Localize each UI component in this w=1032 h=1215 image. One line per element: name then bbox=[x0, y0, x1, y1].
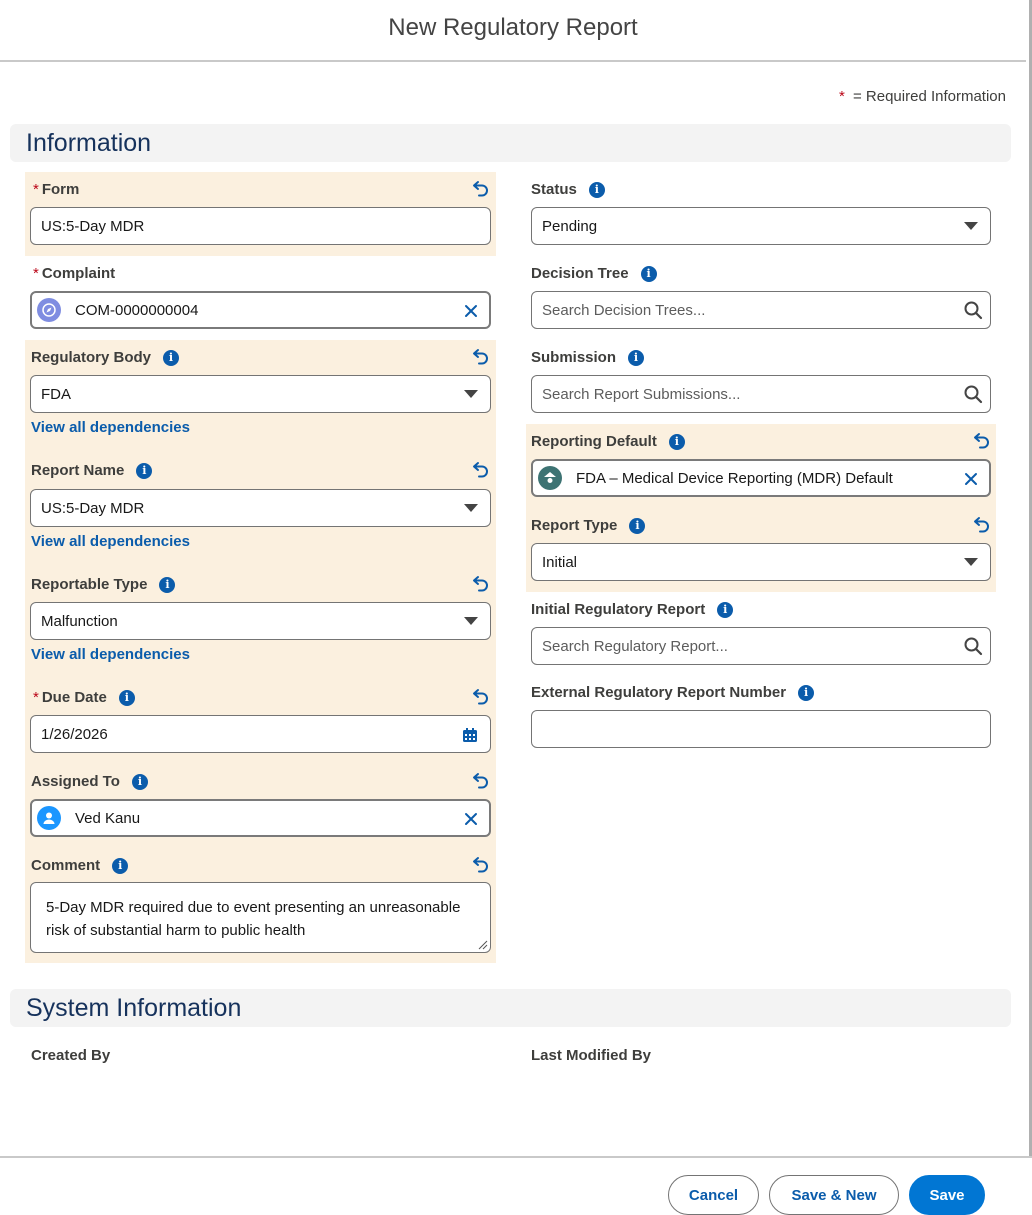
status-select[interactable] bbox=[531, 207, 991, 245]
calendar-icon[interactable] bbox=[462, 727, 478, 743]
due-date-input[interactable] bbox=[30, 715, 491, 753]
submission-label-text: Submission bbox=[531, 349, 617, 366]
assigned-to-lookup[interactable] bbox=[30, 799, 491, 837]
compass-icon bbox=[37, 298, 61, 322]
form-input[interactable] bbox=[30, 207, 491, 245]
report-name-select[interactable] bbox=[30, 489, 491, 527]
search-icon bbox=[963, 300, 983, 320]
undo-icon[interactable] bbox=[472, 347, 490, 365]
undo-icon[interactable] bbox=[472, 771, 490, 789]
search-icon bbox=[963, 384, 983, 404]
info-icon[interactable]: i bbox=[159, 577, 175, 593]
regulatory-body-label bbox=[31, 349, 179, 366]
initial-regulatory-report-label bbox=[531, 601, 733, 618]
undo-icon[interactable] bbox=[472, 855, 490, 873]
info-icon[interactable]: i bbox=[136, 463, 152, 479]
view-dependencies-link[interactable]: View all dependencies bbox=[31, 419, 190, 436]
user-icon bbox=[37, 806, 61, 830]
undo-icon[interactable] bbox=[472, 574, 490, 592]
status-label-text: Status bbox=[531, 181, 577, 198]
search-icon bbox=[963, 636, 983, 656]
assigned-to-label bbox=[31, 773, 148, 790]
save-button[interactable]: Save bbox=[909, 1175, 985, 1215]
clear-selection-icon[interactable] bbox=[463, 303, 479, 319]
submission-label bbox=[531, 349, 644, 366]
complaint-lookup[interactable] bbox=[30, 291, 491, 329]
complaint-value: COM-0000000004 bbox=[75, 301, 199, 319]
form-label-text: Form bbox=[41, 181, 80, 198]
status-label bbox=[531, 181, 605, 198]
submission-placeholder: Search Report Submissions... bbox=[542, 385, 741, 403]
complaint-label-text: Complaint bbox=[41, 265, 116, 282]
section-system-information[interactable] bbox=[10, 989, 1011, 1027]
form-label bbox=[33, 181, 79, 198]
comment-value: 5-Day MDR required due to event presenting an unreasonable risk of substantial harm to public health bbox=[46, 899, 461, 939]
undo-icon[interactable] bbox=[472, 687, 490, 705]
due-date-value: 1/26/2026 bbox=[41, 725, 108, 743]
external-number-input[interactable] bbox=[531, 710, 991, 748]
submission-search[interactable] bbox=[531, 375, 991, 413]
reportable-type-value: Malfunction bbox=[41, 612, 118, 630]
initial-regulatory-report-placeholder: Search Regulatory Report... bbox=[542, 637, 728, 655]
info-icon[interactable]: i bbox=[629, 518, 645, 534]
chevron-down-icon bbox=[964, 222, 978, 230]
due-date-label-text: Due Date bbox=[41, 689, 107, 706]
due-date-label bbox=[33, 689, 135, 706]
reporting-default-label bbox=[531, 433, 685, 450]
regulatory-body-label-text: Regulatory Body bbox=[31, 349, 152, 366]
clear-selection-icon[interactable] bbox=[963, 471, 979, 487]
regulatory-body-select[interactable] bbox=[30, 375, 491, 413]
assigned-to-label-text: Assigned To bbox=[31, 773, 120, 790]
undo-icon[interactable] bbox=[472, 460, 490, 478]
report-type-label bbox=[531, 517, 645, 534]
regulatory-body-value: FDA bbox=[41, 385, 71, 403]
complaint-label bbox=[33, 265, 115, 282]
required-info-text: = Required Information bbox=[852, 88, 1006, 105]
comment-label-text: Comment bbox=[31, 857, 101, 874]
reportable-type-label-text: Reportable Type bbox=[31, 576, 148, 593]
assigned-to-value: Ved Kanu bbox=[75, 809, 141, 827]
external-number-label bbox=[531, 684, 814, 701]
report-type-value: Initial bbox=[542, 553, 578, 571]
last-modified-by-label: Last Modified By bbox=[531, 1047, 652, 1064]
chevron-down-icon bbox=[464, 504, 478, 512]
info-icon[interactable]: i bbox=[717, 602, 733, 618]
info-icon[interactable]: i bbox=[163, 350, 179, 366]
report-name-label bbox=[31, 462, 152, 479]
cancel-button[interactable]: Cancel bbox=[668, 1175, 759, 1215]
undo-icon[interactable] bbox=[472, 179, 490, 197]
external-number-label-text: External Regulatory Report Number bbox=[531, 684, 787, 701]
chevron-down-icon bbox=[464, 617, 478, 625]
info-icon[interactable]: i bbox=[798, 685, 814, 701]
required-marker: * bbox=[33, 689, 39, 706]
comment-textarea[interactable] bbox=[30, 882, 491, 953]
chevron-down-icon bbox=[464, 390, 478, 398]
report-name-label-text: Report Name bbox=[31, 462, 125, 479]
info-icon[interactable]: i bbox=[589, 182, 605, 198]
comment-label bbox=[31, 857, 128, 874]
reporting-default-label-text: Reporting Default bbox=[531, 433, 657, 450]
clear-selection-icon[interactable] bbox=[463, 811, 479, 827]
info-icon[interactable]: i bbox=[641, 266, 657, 282]
required-star: * bbox=[838, 88, 845, 105]
report-type-label-text: Report Type bbox=[531, 517, 618, 534]
decision-tree-label bbox=[531, 265, 657, 282]
chevron-down-icon bbox=[964, 558, 978, 566]
save-and-new-button[interactable]: Save & New bbox=[769, 1175, 899, 1215]
reportable-type-select[interactable] bbox=[30, 602, 491, 640]
reporting-default-value: FDA – Medical Device Reporting (MDR) Default bbox=[576, 469, 893, 487]
info-icon[interactable]: i bbox=[132, 774, 148, 790]
info-icon[interactable]: i bbox=[669, 434, 685, 450]
form-value: US:5-Day MDR bbox=[41, 217, 145, 235]
modal-footer bbox=[0, 1156, 1032, 1215]
status-value: Pending bbox=[542, 217, 598, 235]
reporting-default-lookup[interactable] bbox=[531, 459, 991, 497]
section-title: Information bbox=[26, 129, 152, 157]
reportable-type-label bbox=[31, 576, 175, 593]
required-marker: * bbox=[33, 181, 39, 198]
required-marker: * bbox=[33, 265, 39, 282]
view-dependencies-link[interactable]: View all dependencies bbox=[31, 533, 190, 550]
report-type-select[interactable] bbox=[531, 543, 991, 581]
initial-regulatory-report-label-text: Initial Regulatory Report bbox=[531, 601, 706, 618]
decision-tree-label-text: Decision Tree bbox=[531, 265, 629, 282]
undo-icon[interactable] bbox=[973, 515, 991, 533]
info-icon[interactable]: i bbox=[112, 858, 128, 874]
decision-tree-placeholder: Search Decision Trees... bbox=[542, 301, 706, 319]
modal-header bbox=[0, 0, 1026, 62]
initial-regulatory-report-search[interactable] bbox=[531, 627, 991, 665]
undo-icon[interactable] bbox=[973, 431, 991, 449]
section-information[interactable] bbox=[10, 124, 1011, 162]
section-title: System Information bbox=[26, 994, 242, 1022]
required-info-legend bbox=[839, 88, 1006, 105]
created-by-label: Created By bbox=[31, 1047, 111, 1064]
report-name-value: US:5-Day MDR bbox=[41, 499, 145, 517]
info-icon[interactable]: i bbox=[628, 350, 644, 366]
resize-grip-icon[interactable] bbox=[478, 940, 488, 950]
view-dependencies-link[interactable]: View all dependencies bbox=[31, 646, 190, 663]
decision-tree-search[interactable] bbox=[531, 291, 991, 329]
record-type-icon bbox=[538, 466, 562, 490]
info-icon[interactable]: i bbox=[119, 690, 135, 706]
modal-title: New Regulatory Report bbox=[388, 14, 638, 41]
